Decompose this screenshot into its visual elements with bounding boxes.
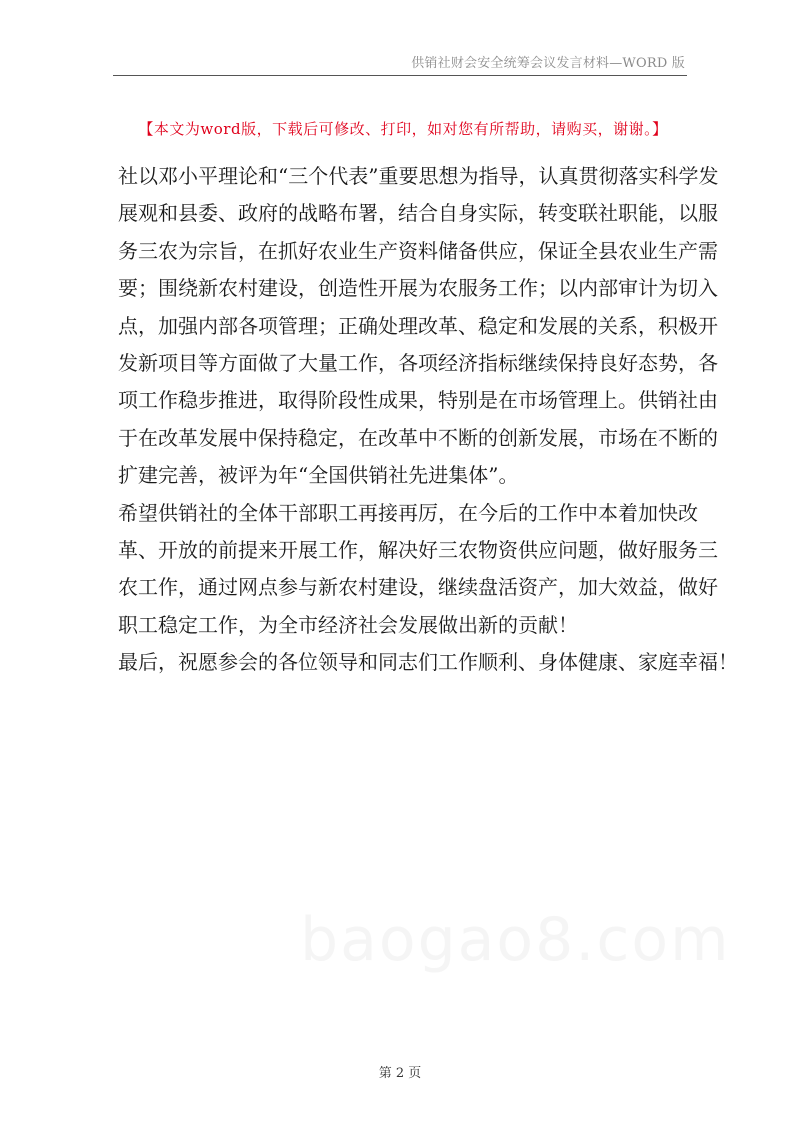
download-notice: 【本文为word版，下载后可修改、打印，如对您有所帮助，请购买，谢谢。】 (138, 120, 668, 138)
page-number: 第 2 页 (378, 1066, 422, 1081)
text-line: 发新项目等方面做了大量工作，各项经济指标继续保持良好态势，各 (118, 350, 718, 375)
paragraph-2 (118, 495, 718, 645)
text-line: 最后，祝愿参会的各位领导和同志们工作顺利、身体健康、家庭幸福！ (118, 650, 738, 675)
text-line: 扩建完善，被评为年“全国供销社先进集体”。 (118, 463, 519, 488)
text-line: 要；围绕新农村建设，创造性开展为农服务工作；以内部审计为切入 (118, 276, 718, 301)
paragraph-1 (118, 158, 719, 495)
text-line: 农工作，通过网点参与新农村建设，继续盘活资产，加大效益，做好 (118, 575, 718, 600)
text-line: 展观和县委、政府的战略布署，结合自身实际，转变联社职能，以服 (118, 201, 718, 226)
document-header-title: 供销社财会安全统筹会议发言材料—WORD 版 (411, 56, 685, 71)
text-line: 务三农为宗旨，在抓好农业生产资料储备供应，保证全县农业生产需 (118, 238, 718, 263)
text-line: 于在改革发展中保持稳定，在改革中不断的创新发展，市场在不断的 (118, 425, 718, 450)
text-line: 革、开放的前提来开展工作，解决好三农物资供应问题，做好服务三 (118, 537, 718, 562)
document-body (118, 158, 738, 681)
text-line: 社以邓小平理论和“三个代表”重要思想为指导，认真贯彻落实科学发 (118, 164, 719, 188)
text-line: 点，加强内部各项管理；正确处理改革、稳定和发展的关系，积极开 (118, 313, 718, 338)
text-line: 希望供销社的全体干部职工再接再厉，在今后的工作中本着加快改 (118, 500, 698, 525)
text-line: 项工作稳步推进，取得阶段性成果，特别是在市场管理上。供销社由 (118, 388, 718, 413)
paragraph-3 (118, 644, 738, 681)
watermark: baogao8.com (300, 905, 731, 975)
header-divider (113, 75, 687, 76)
text-line: 职工稳定工作，为全市经济社会发展做出新的贡献！ (118, 612, 578, 637)
